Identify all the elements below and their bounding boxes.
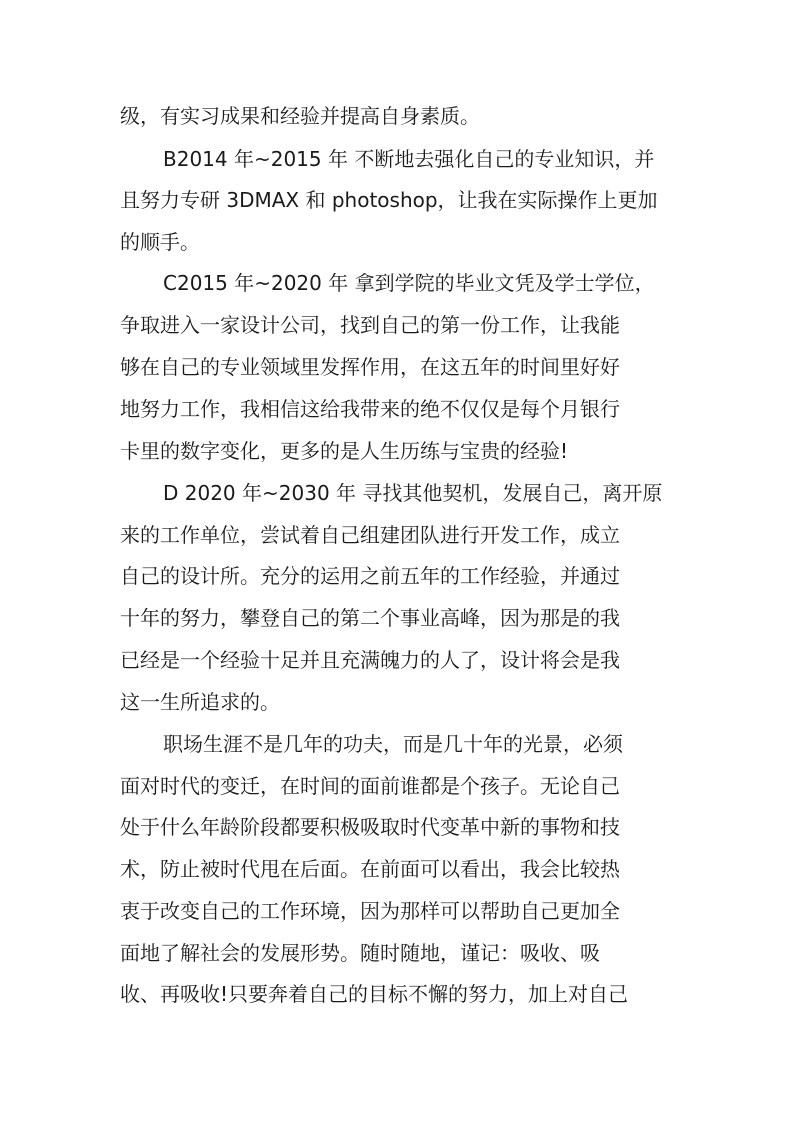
- text-line-8: 地努力工作，我相信这给我带来的绝不仅仅是每个月银行: [120, 397, 620, 421]
- text-line-4: 的顺手。: [120, 230, 200, 254]
- text-line-3: 且努力专研 3DMAX 和 photoshop，让我在实际操作上更加: [120, 188, 658, 212]
- text-line-11: 来的工作单位，尝试着自己组建团队进行开发工作，成立: [120, 523, 620, 547]
- text-line-9: 卡里的数字变化，更多的是人生历练与宝贵的经验!: [120, 439, 569, 463]
- text-line-21: 面地了解社会的发展形势。随时随地，谨记：吸收、吸: [120, 941, 600, 965]
- text-line-13: 十年的努力，攀登自己的第二个事业高峰，因为那是的我: [120, 606, 620, 630]
- text-line-22: 收、再吸收!只要奔着自己的目标不懈的努力，加上对自己: [120, 982, 629, 1006]
- text-line-6: 争取进入一家设计公司，找到自己的第一份工作，让我能: [120, 313, 620, 337]
- text-line-15: 这一生所追求的。: [120, 690, 280, 714]
- text-line-18: 处于什么年龄阶段都要积极吸取时代变革中新的事物和技: [120, 815, 620, 839]
- text-line-1: 级，有实习成果和经验并提高自身素质。: [120, 104, 480, 128]
- text-line-20: 衷于改变自己的工作环境，因为那样可以帮助自己更加全: [120, 899, 620, 923]
- text-line-5: C2015 年~2020 年 拿到学院的毕业文凭及学士学位，: [163, 271, 655, 295]
- text-line-14: 已经是一个经验十足并且充满魄力的人了，设计将会是我: [120, 648, 620, 672]
- text-line-7: 够在自己的专业领域里发挥作用，在这五年的时间里好好: [120, 355, 620, 379]
- text-line-19: 术，防止被时代甩在后面。在前面可以看出，我会比较热: [120, 857, 620, 881]
- text-line-12: 自己的设计所。充分的运用之前五年的工作经验，并通过: [120, 564, 620, 588]
- text-line-16: 职场生涯不是几年的功夫，而是几十年的光景，必须: [163, 732, 623, 756]
- text-line-2: B2014 年~2015 年 不断地去强化自己的专业知识，并: [163, 147, 655, 171]
- text-line-17: 面对时代的变迁，在时间的面前谁都是个孩子。无论自己: [120, 774, 620, 798]
- text-line-10: D 2020 年~2030 年 寻找其他契机，发展自己，离开原: [163, 481, 663, 505]
